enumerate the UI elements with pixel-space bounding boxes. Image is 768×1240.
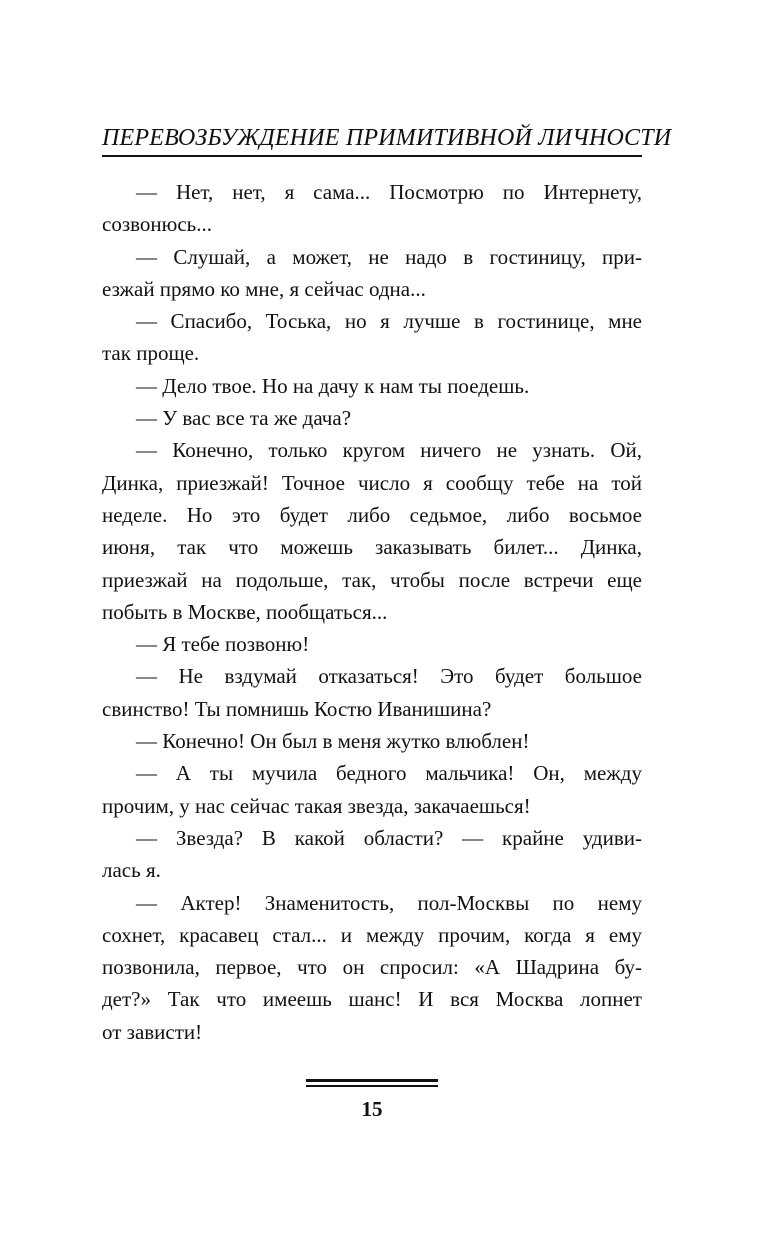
body-text <box>102 176 642 1048</box>
text-line: — Актер! Знаменитость, пол-Москвы по нему <box>136 890 642 915</box>
text-line: от зависти! <box>102 1019 203 1044</box>
text-line: — У вас все та же дача? <box>136 406 352 431</box>
text-line: — Нет, нет, я сама... Посмотрю по Интернету, <box>136 180 642 204</box>
text-line: июня, так что можешь заказывать билет... Динка, <box>102 535 642 560</box>
text-line: — Дело твое. Но на дачу к нам ты поедешь. <box>136 373 530 398</box>
text-line: так проще. <box>102 341 200 366</box>
text-line: — Звезда? В какой области? — крайне удиви- <box>136 825 642 850</box>
text-line: — А ты мучила бедного мальчика! Он, между <box>136 761 642 786</box>
footer-rule-thin <box>306 1085 438 1087</box>
text-line: — Конечно, только кругом ничего не узнать. Ой, <box>136 438 642 463</box>
text-line: приезжай на подольше, так, чтобы после встречи еще <box>102 567 642 592</box>
text-line: Динка, приезжай! Точное число я сообщу тебе на той <box>102 470 642 495</box>
text-line: дет?» Так что имеешь шанс! И вся Москва лопнет <box>102 987 642 1012</box>
footer-ornament-rules <box>306 1079 438 1087</box>
text-line: неделе. Но это будет либо седьмое, либо восьмое <box>102 502 642 527</box>
running-title: ПЕРЕВОЗБУЖДЕНИЕ ПРИМИТИВНОЙ ЛИЧНОСТИ <box>102 125 672 151</box>
footer-rule-thick <box>306 1079 438 1082</box>
header-rule <box>102 155 642 157</box>
text-line: — Я тебе позвоню! <box>136 632 310 657</box>
text-line: езжай прямо ко мне, я сейчас одна... <box>102 276 426 301</box>
text-line: позвонила, первое, что он спросил: «А Шадрина бу- <box>102 955 642 980</box>
text-line: — Конечно! Он был в меня жутко влюблен! <box>136 729 530 754</box>
text-line: сохнет, красавец стал... и между прочим, когда я ему <box>102 922 642 947</box>
page-number: 15 <box>361 1097 383 1121</box>
text-line: прочим, у нас сейчас такая звезда, закачаешься! <box>102 793 531 818</box>
text-line: побыть в Москве, пообщаться... <box>102 599 388 624</box>
text-line: — Не вздумай отказаться! Это будет большое <box>136 664 642 689</box>
text-line: созвонюсь... <box>102 212 212 237</box>
text-line: свинство! Ты помнишь Костю Иванишина? <box>102 696 492 721</box>
text-line: — Спасибо, Тоська, но я лучше в гостинице, мне <box>136 309 642 334</box>
text-line: лась я. <box>102 858 161 883</box>
text-line: — Слушай, а может, не надо в гостиницу, при- <box>136 244 642 269</box>
